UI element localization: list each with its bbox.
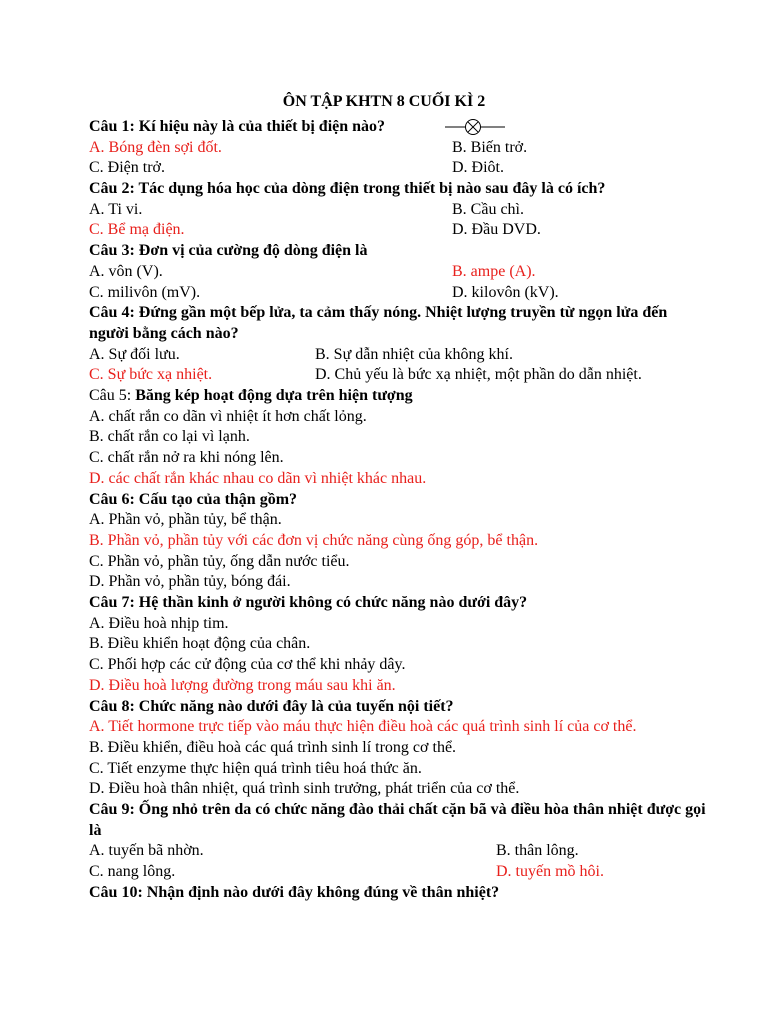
- question-number: Câu 2:: [89, 180, 135, 198]
- answer-b: B. Điều khiển, điều hoà các quá trình sinh lí trong cơ thể.: [89, 738, 457, 756]
- question-text: Cấu tạo của thận gồm?: [134, 490, 298, 508]
- answer-d: D. Điôt.: [452, 159, 504, 177]
- answer-a: A. chất rắn co dãn vì nhiệt ít hơn chất lỏng.: [89, 407, 367, 425]
- answer-b: B. thân lông.: [496, 842, 579, 860]
- question-2: [89, 179, 709, 200]
- answer-d: D. kilovôn (kV).: [452, 283, 559, 301]
- question-number: Câu 8:: [89, 697, 135, 715]
- question-text: Nhận định nào dưới đây không đúng về thân nhiệt?: [142, 883, 500, 901]
- answer-a: A. Phần vỏ, phần tủy, bể thận.: [89, 511, 282, 529]
- answer-row: [89, 283, 709, 304]
- question-7: [89, 593, 709, 614]
- answer-a: A. Tiết hormone trực tiếp vào máu thực hiện điều hoà các quá trình sinh lí của cơ thể.: [89, 718, 637, 736]
- answer-c: C. Phối hợp các cử động của cơ thể khi nhảy dây.: [89, 656, 406, 674]
- answer-d: D. Phần vỏ, phần tủy, bóng đái.: [89, 573, 291, 591]
- question-text: Tác dụng hóa học của dòng điện trong thiết bị nào sau đây là có ích?: [134, 180, 606, 198]
- answer-c: C. Sự bức xạ nhiệt.: [89, 366, 213, 384]
- answer-a: A. Sự đối lưu.: [89, 345, 180, 363]
- question-list: [89, 117, 709, 904]
- question-text: Đứng gần một bếp lửa, ta cảm thấy nóng. Nhiệt lượng truyền từ ngọn lửa đến người bằng cách nào?: [89, 304, 668, 342]
- question-number: Câu 7:: [89, 594, 135, 612]
- question-text: Chức năng nào dưới đây là của tuyến nội tiết?: [134, 697, 454, 715]
- answer-d: D. Điều hoà lượng đường trong máu sau khi ăn.: [89, 676, 396, 694]
- answer-b: B. Biến trở.: [452, 138, 528, 156]
- question-number: Câu 4:: [89, 304, 135, 322]
- question-text: Ống nhỏ trên da có chức năng đào thải chất cặn bã và điều hòa thân nhiệt được gọi là: [89, 801, 706, 839]
- answer-d: D. tuyến mồ hôi.: [496, 863, 604, 881]
- question-text: Băng kép hoạt động dựa trên hiện tượng: [131, 387, 413, 405]
- answer-b: B. Sự dẫn nhiệt của không khí.: [315, 345, 513, 363]
- answer-c: C. milivôn (mV).: [89, 283, 201, 301]
- question-number: Câu 6:: [89, 490, 135, 508]
- question-text: Hệ thần kinh ở người không có chức năng nào dưới đây?: [134, 594, 528, 612]
- answer-a: A. Bóng đèn sợi đốt.: [89, 138, 222, 156]
- answer-c: C. nang lông.: [89, 863, 176, 881]
- answer-b: B. Điều khiển hoạt động của chân.: [89, 635, 311, 653]
- answer-row: [89, 365, 709, 386]
- question-number: Câu 3:: [89, 242, 135, 260]
- question-number: Câu 10:: [89, 883, 143, 901]
- answer-row: [89, 841, 709, 862]
- answer-b: B. Phần vỏ, phần tủy với các đơn vị chức năng cùng ống góp, bể thận.: [89, 531, 539, 549]
- answer-c: C. Tiết enzyme thực hiện quá trình tiêu hoá thức ăn.: [89, 759, 422, 777]
- answer-row: [89, 220, 709, 241]
- answer-row: [89, 862, 709, 883]
- answer-row: [89, 262, 709, 283]
- lamp-symbol-icon: [445, 118, 505, 136]
- answer-b: B. ampe (A).: [452, 262, 536, 280]
- answer-d: D. Chủ yếu là bức xạ nhiệt, một phần do dẫn nhiệt.: [315, 366, 642, 384]
- question-number: Câu 9:: [89, 801, 135, 819]
- question-number: Câu 1:: [89, 118, 135, 135]
- answer-row: [89, 200, 709, 221]
- answer-row: [89, 158, 709, 179]
- question-1: [89, 117, 709, 138]
- page-title: ÔN TẬP KHTN 8 CUỐI KÌ 2: [282, 93, 486, 110]
- question-text: Đơn vị của cường độ dòng điện là: [134, 242, 368, 260]
- answer-d: D. các chất rắn khác nhau co dãn vì nhiệt khác nhau.: [89, 469, 427, 487]
- question-6: [89, 490, 709, 511]
- answer-row: [89, 138, 709, 159]
- question-number: Câu 5:: [89, 387, 132, 405]
- answer-b: B. Cầu chì.: [452, 200, 524, 218]
- question-8: [89, 697, 709, 718]
- question-10: [89, 883, 709, 904]
- question-4: [89, 303, 709, 344]
- question-3: [89, 241, 709, 262]
- answer-a: A. Ti vi.: [89, 200, 143, 218]
- answer-c: C. chất rắn nở ra khi nóng lên.: [89, 449, 284, 467]
- answer-b: B. chất rắn co lại vì lạnh.: [89, 428, 250, 446]
- answer-c: C. Bể mạ điện.: [89, 221, 185, 239]
- answer-c: C. Phần vỏ, phần tủy, ống dẫn nước tiểu.: [89, 552, 350, 570]
- question-5: [89, 386, 709, 407]
- answer-c: C. Điện trở.: [89, 159, 166, 177]
- answer-a: A. vôn (V).: [89, 262, 163, 280]
- answer-a: A. tuyến bã nhờn.: [89, 842, 204, 860]
- answer-row: [89, 345, 709, 366]
- answer-d: D. Đầu DVD.: [452, 221, 541, 239]
- answer-a: A. Điều hoà nhịp tim.: [89, 614, 229, 632]
- question-text: Kí hiệu này là của thiết bị điện nào?: [134, 118, 386, 135]
- answer-d: D. Điều hoà thân nhiệt, quá trình sinh trưởng, phát triển của cơ thể.: [89, 780, 520, 798]
- question-9: [89, 800, 709, 841]
